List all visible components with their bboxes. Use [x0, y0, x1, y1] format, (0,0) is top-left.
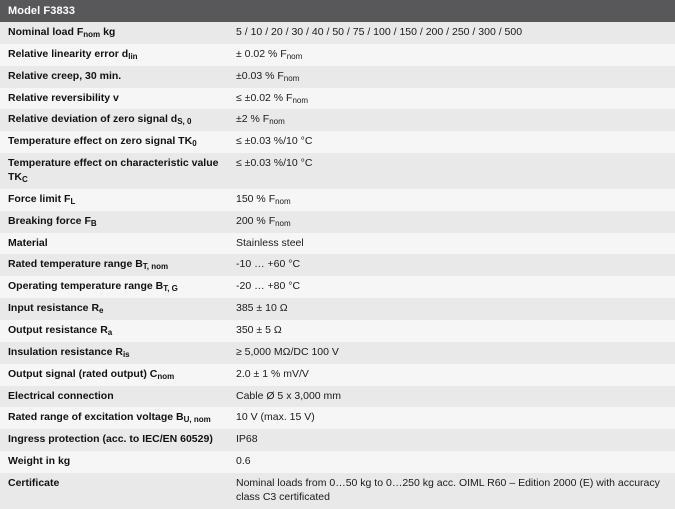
- parameter-value: ± 0.02 % $F_{nom}$: [236, 47, 303, 61]
- table-cell-parameter: [0, 254, 228, 276]
- parameter-label: Insulation resistance $R_{is}$: [8, 345, 130, 359]
- parameter-value: 2.0 ± 1 % mV/V: [236, 367, 309, 380]
- table-row: [0, 276, 675, 298]
- table-row: [0, 66, 675, 88]
- table-row: [0, 233, 675, 255]
- table-row: [0, 189, 675, 211]
- table-cell-parameter: [0, 211, 228, 233]
- table-cell-value: [228, 254, 675, 276]
- table-cell-parameter: [0, 386, 228, 408]
- table-cell-value: [228, 451, 675, 473]
- table-cell-value: [228, 44, 675, 66]
- table-cell-value: [228, 233, 675, 255]
- table-row: [0, 429, 675, 451]
- parameter-value: Cable Ø 5 x 3,000 mm: [236, 389, 342, 402]
- table-cell-parameter: [0, 342, 228, 364]
- parameter-label: Force limit $F_L$: [8, 192, 76, 206]
- table-cell-value: [228, 109, 675, 131]
- parameter-label: Output signal (rated output) $C_{nom}$: [8, 367, 175, 381]
- table-cell-parameter: [0, 189, 228, 211]
- table-title: Model F3833: [0, 0, 675, 22]
- table-cell-parameter: [0, 451, 228, 473]
- table-cell-parameter: [0, 298, 228, 320]
- parameter-value: 385 ± 10 Ω: [236, 302, 288, 315]
- table-row: [0, 473, 675, 509]
- table-cell-value: [228, 429, 675, 451]
- table-cell-parameter: [0, 131, 228, 153]
- table-cell-value: [228, 211, 675, 233]
- table-row: [0, 320, 675, 342]
- table-cell-value: [228, 473, 675, 509]
- parameter-label: Nominal load $F_{nom}$ kg: [8, 26, 116, 39]
- table-row: [0, 342, 675, 364]
- table-header-row: [0, 0, 675, 22]
- parameter-label: Relative linearity error $d_{lin}$: [8, 47, 138, 61]
- table-cell-value: [228, 88, 675, 110]
- parameter-label: Relative creep, 30 min.: [8, 69, 122, 82]
- table-cell-parameter: [0, 44, 228, 66]
- table-body: [0, 22, 675, 509]
- table-row: [0, 364, 675, 386]
- parameter-value: Nominal loads from 0…50 kg to 0…250 kg acc. OIML R60 – Edition 2000 (E) with accuracy class C3 certificated: [236, 477, 660, 503]
- table-cell-value: [228, 22, 675, 44]
- table-cell-value: [228, 364, 675, 386]
- table-cell-value: [228, 342, 675, 364]
- parameter-value: 150 % $F_{nom}$: [236, 192, 291, 206]
- table-row: [0, 153, 675, 189]
- parameter-label: Rated temperature range $B_{T, nom}$: [8, 258, 169, 272]
- parameter-value: -10 … +60 °C: [236, 258, 301, 271]
- table-cell-value: [228, 276, 675, 298]
- table-cell-value: [228, 298, 675, 320]
- parameter-value: 350 ± 5 Ω: [236, 324, 282, 337]
- parameter-label: Weight in kg: [8, 455, 71, 468]
- parameter-value: ≤ ±0.03 %/10 °C: [236, 135, 313, 148]
- parameter-value: ±2 % $F_{nom}$: [236, 113, 285, 127]
- parameter-value: -20 … +80 °C: [236, 280, 301, 293]
- parameter-label: Relative deviation of zero signal $d_{S, 0}$: [8, 113, 192, 127]
- table-row: [0, 451, 675, 473]
- parameter-label: Rated range of excitation voltage $B_{U, nom}$: [8, 411, 211, 425]
- table-cell-parameter: [0, 88, 228, 110]
- table-row: [0, 211, 675, 233]
- parameter-label: Material: [8, 236, 48, 249]
- table-cell-parameter: [0, 153, 228, 189]
- parameter-label: Electrical connection: [8, 389, 114, 402]
- table-cell-value: [228, 407, 675, 429]
- parameter-value: ≤ ±0.03 %/10 °C: [236, 157, 313, 170]
- parameter-value: ±0.03 % $F_{nom}$: [236, 69, 300, 83]
- table-row: [0, 298, 675, 320]
- parameter-label: Ingress protection (acc. to IEC/EN 60529): [8, 433, 213, 446]
- table-cell-parameter: [0, 364, 228, 386]
- table-cell-parameter: [0, 66, 228, 88]
- table-cell-parameter: [0, 109, 228, 131]
- table-row: [0, 407, 675, 429]
- table-row: [0, 254, 675, 276]
- table-cell-parameter: [0, 22, 228, 44]
- table-cell-value: [228, 386, 675, 408]
- table-cell-value: [228, 189, 675, 211]
- table-row: [0, 109, 675, 131]
- table-cell-value: [228, 153, 675, 189]
- parameter-label: Operating temperature range $B_{T, G}$: [8, 280, 178, 294]
- parameter-value: 10 V (max. 15 V): [236, 411, 315, 424]
- parameter-value: 0.6: [236, 455, 251, 468]
- parameter-label: Input resistance $R_e$: [8, 302, 104, 316]
- parameter-value: Stainless steel: [236, 236, 304, 249]
- table-row: [0, 131, 675, 153]
- parameter-label: Output resistance $R_a$: [8, 324, 113, 338]
- table-cell-parameter: [0, 233, 228, 255]
- parameter-label: Certificate: [8, 477, 60, 490]
- table-row: [0, 44, 675, 66]
- parameter-label: Breaking force $F_B$: [8, 214, 97, 228]
- parameter-value: 200 % $F_{nom}$: [236, 214, 291, 228]
- table-cell-value: [228, 320, 675, 342]
- table-cell-parameter: [0, 276, 228, 298]
- parameter-value: IP68: [236, 433, 258, 446]
- table-cell-parameter: [0, 429, 228, 451]
- table-header: [0, 0, 675, 22]
- table-row: [0, 88, 675, 110]
- parameter-label: Relative reversibility v: [8, 91, 119, 104]
- table-row: [0, 386, 675, 408]
- parameter-value: ≤ ±0.02 % $F_{nom}$: [236, 91, 309, 105]
- parameter-label: Temperature effect on characteristic value $TK_C$: [8, 157, 219, 185]
- parameter-value: ≥ 5,000 MΩ/DC 100 V: [236, 345, 339, 358]
- table-cell-value: [228, 66, 675, 88]
- table-cell-parameter: [0, 473, 228, 509]
- table-cell-parameter: [0, 407, 228, 429]
- parameter-value: 5 / 10 / 20 / 30 / 40 / 50 / 75 / 100 / 150 / 200 / 250 / 300 / 500: [236, 26, 523, 38]
- parameter-label: Temperature effect on zero signal $TK_0$: [8, 135, 197, 149]
- table-row: [0, 22, 675, 44]
- table-cell-parameter: [0, 320, 228, 342]
- table-cell-value: [228, 131, 675, 153]
